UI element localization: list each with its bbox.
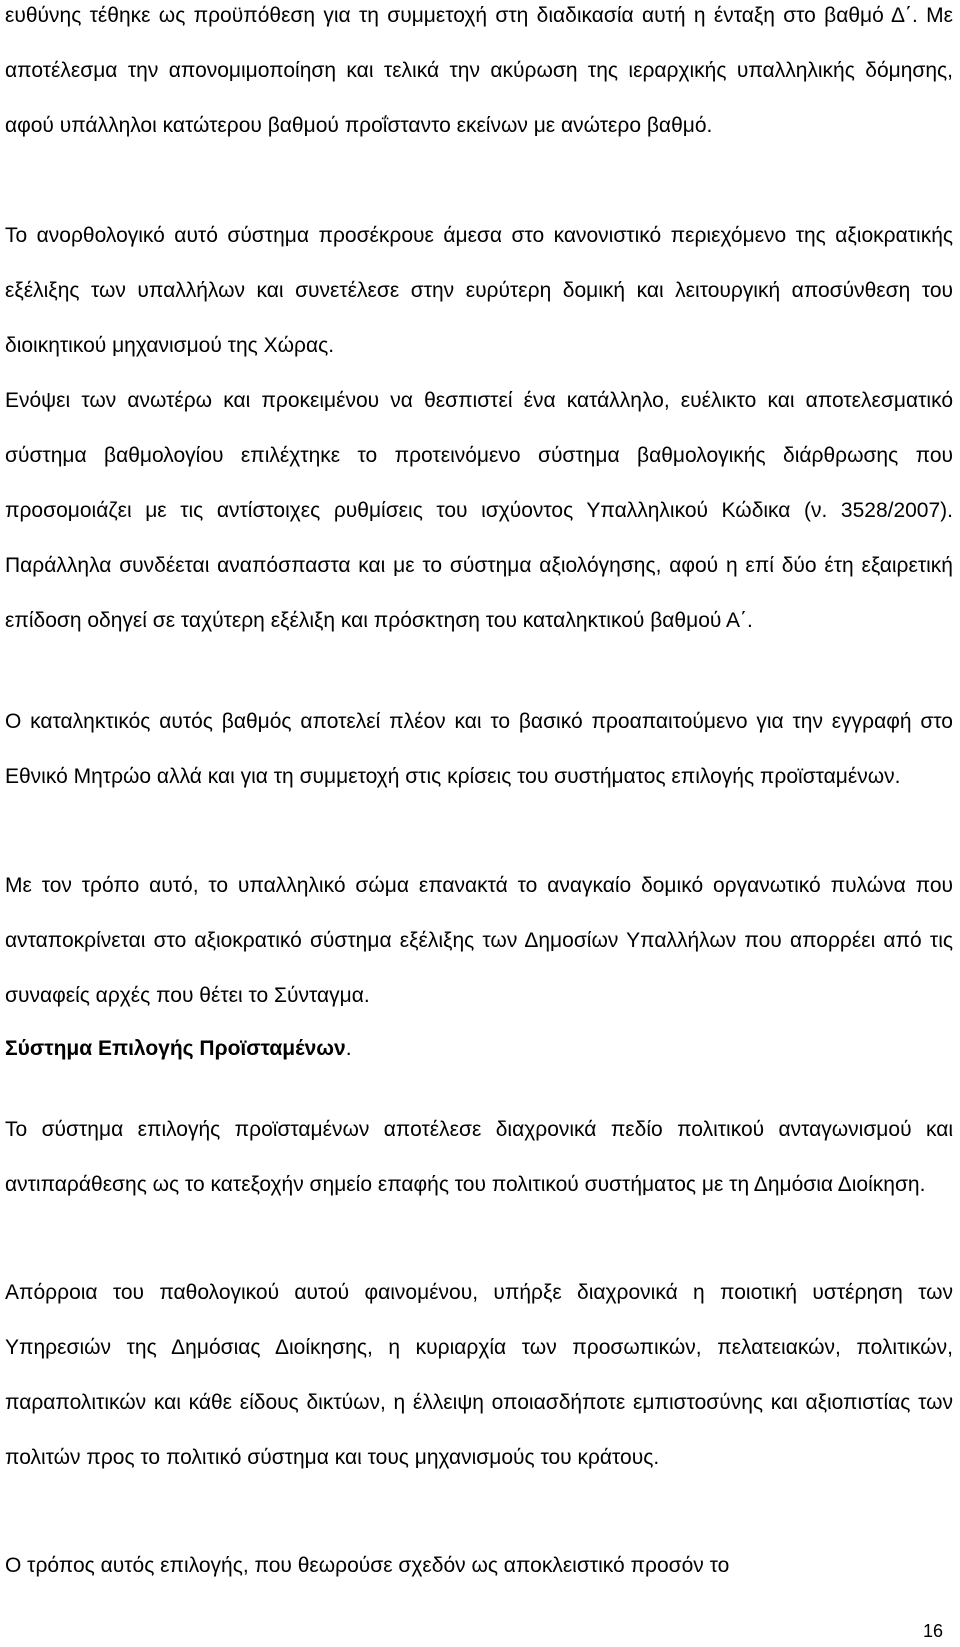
- section-heading-text: Σύστημα Επιλογής Προϊσταμένων: [5, 1037, 346, 1060]
- section-heading: [5, 1021, 352, 1076]
- section-heading-period: .: [345, 1037, 352, 1060]
- paragraph-final-grade: Ο καταληκτικός αυτός βαθμός αποτελεί πλέον και το βασικό προαπαιτούμενο για την εγγραφή στο Εθνικό Μητρώο αλλά και για τη συμμετοχή στις κρίσεις του συστήματος επιλογής προϊσταμένων.: [5, 710, 953, 788]
- page-number: 16: [922, 1621, 943, 1641]
- paragraph-lead: ευθύνης τέθηκε ως προϋπόθεση για τη συμμετοχή στη διαδικασία αυτή η ένταξη στο βαθμό Δ΄. Με αποτέλεσμα την απονομιμοποίηση και τελικά την ακύρωση της ιεραρχικής υπαλληλικής δόμησης, αφού υπάλληλοι κατώτερου βαθμού προΐσταντο εκείνων με ανώτερο βαθμό.: [5, 4, 953, 137]
- paragraph-structural-pillar: Με τον τρόπο αυτό, το υπαλληλικό σώμα επανακτά το αναγκαίο δομικό οργανωτικό πυλώνα που ανταποκρίνεται στο αξιοκρατικό σύστημα εξέλιξης των Δημοσίων Υπαλλήλων που απορρέει από τις συναφείς αρχές που θέτει το Σύνταγμα.: [5, 874, 953, 1007]
- paragraph-irrational-system: Το ανορθολογικό αυτό σύστημα προσέκρουε άμεσα στο κανονιστικό περιεχόμενο της αξιοκρατικής εξέλιξης των υπαλλήλων και συνετέλεσε στην ευρύτερη δομική και λειτουργική αποσύνθεση του διοικητικού μηχανισμού της Χώρας.: [5, 224, 953, 357]
- paragraph-consequences: Απόρροια του παθολογικού αυτού φαινομένου, υπήρξε διαχρονικά η ποιοτική υστέρηση των Υπηρεσιών της Δημόσιας Διοίκησης, η κυριαρχία των προσωπικών, πελατειακών, πολιτικών, παραπολιτικών και κάθε είδους δικτύων, η έλλειψη οποιασδήποτε εμπιστοσύνης και αξιοπιστίας των πολιτών προς το πολιτικό σύστημα και τους μηχανισμούς του κράτους.: [5, 1281, 953, 1469]
- paragraph-selection-method: Ο τρόπος αυτός επιλογής, που θεωρούσε σχεδόν ως αποκλειστικό προσόν το: [5, 1554, 730, 1577]
- paragraph-grading-system: Ενόψει των ανωτέρω και προκειμένου να θεσπιστεί ένα κατάλληλο, ευέλικτο και αποτελεσματικό σύστημα βαθμολογίου επιλέχτηκε το προτεινόμενο σύστημα βαθμολογικής διάρθρωσης που προσομοιάζει με τις αντίστοιχες ρυθμίσεις του ισχύοντος Υπαλληλικού Κώδικα (ν. 3528/2007). Παράλληλα συνδέεται αναπόσπαστα και με το σύστημα αξιολόγησης, αφού η επί δύο έτη εξαιρετική επίδοση οδηγεί σε ταχύτερη εξέλιξη και πρόσκτηση του καταληκτικού βαθμού Α΄.: [5, 389, 953, 632]
- paragraph-selection-system: Το σύστημα επιλογής προϊσταμένων αποτέλεσε διαχρονικά πεδίο πολιτικού ανταγωνισμού και αντιπαράθεσης ως το κατεξοχήν σημείο επαφής του πολιτικού συστήματος με τη Δημόσια Διοίκηση.: [5, 1118, 953, 1196]
- document-page: [5, 0, 955, 1647]
